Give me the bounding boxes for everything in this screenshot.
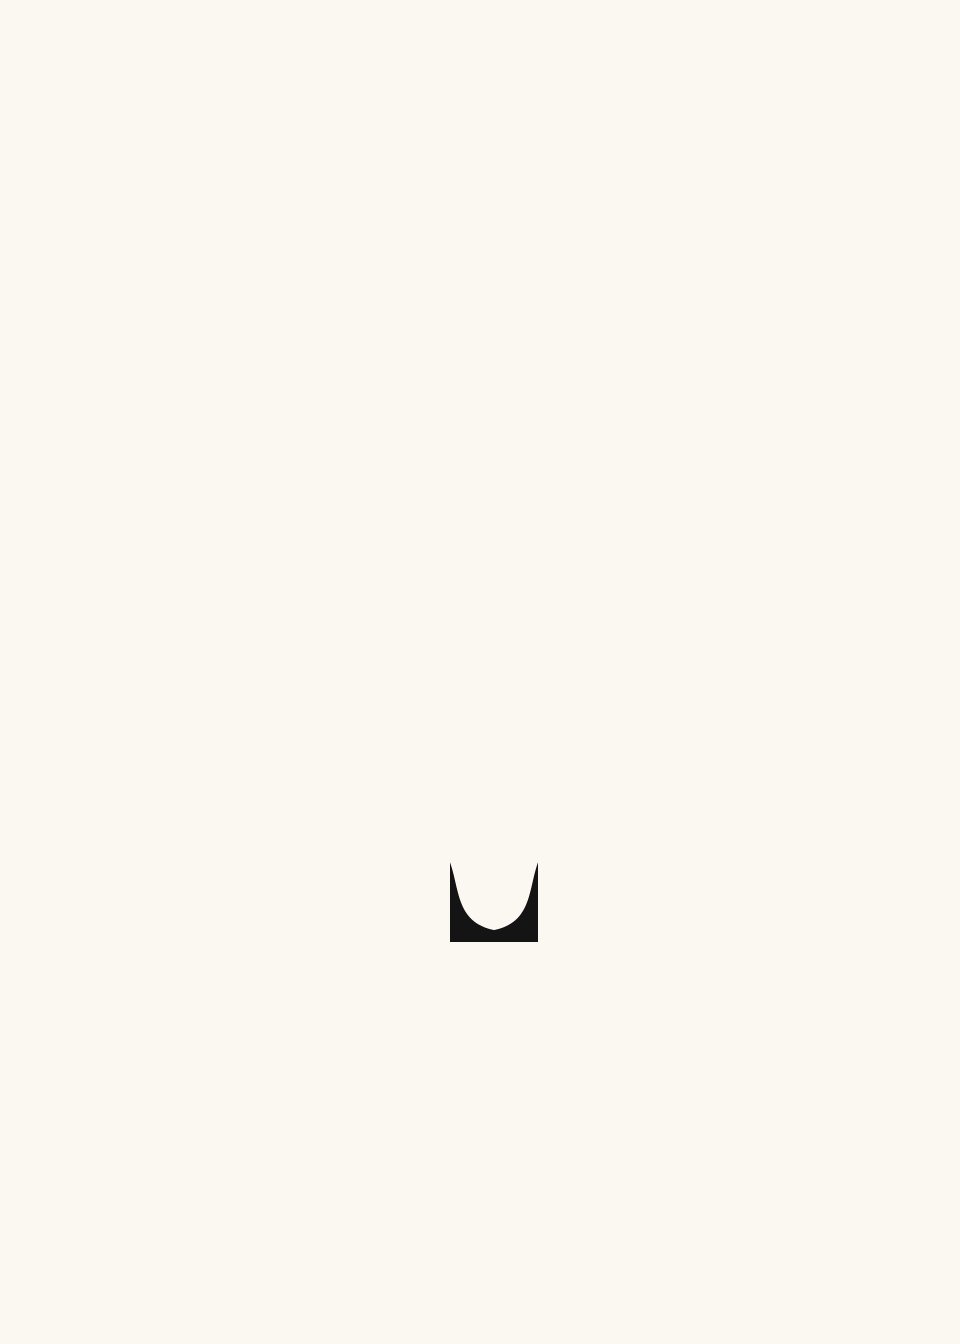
desk-photo-6 [666,230,960,437]
desk-photo-3 [666,0,960,185]
desk-photo-2 [331,0,659,185]
desk-photo-5 [331,230,659,437]
desk-photo-7 [0,482,322,689]
storage-photo-1 [0,1069,322,1283]
desk-photo-9 [666,482,960,689]
storage-photo-3 [666,1069,960,1283]
desk-photo-8 [331,482,659,689]
herman-miller-m-logo-icon [448,860,540,946]
desk-photo-4 [0,230,322,437]
desk-photo-1 [0,0,322,185]
storage-photo-2 [331,1069,659,1283]
